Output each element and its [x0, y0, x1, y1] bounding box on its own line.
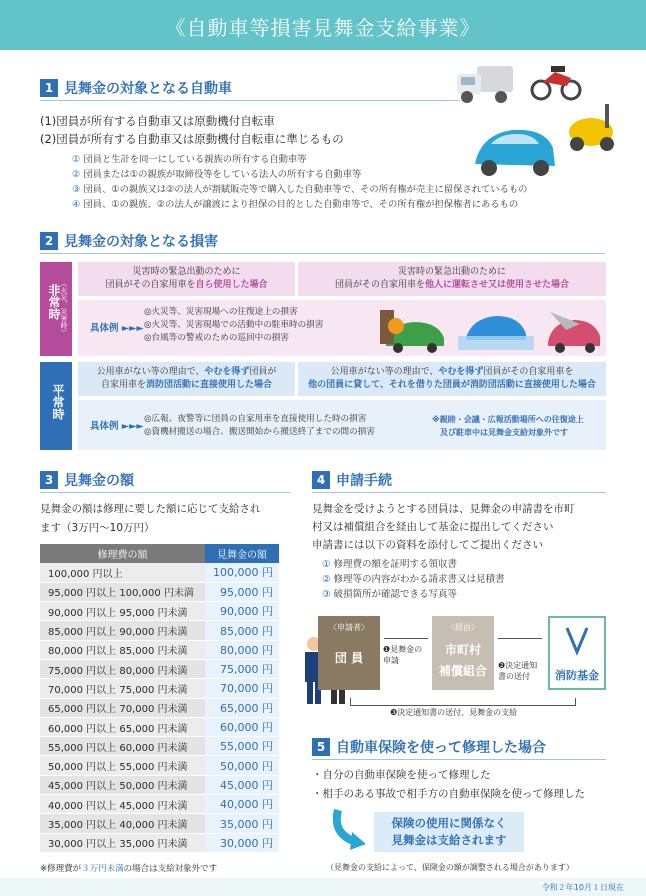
repair-cost-cell: 75,000 円以上 80,000 円未満 [40, 659, 205, 678]
sec5-heading [312, 737, 546, 757]
payment-amount-cell: 75,000 円 [205, 659, 279, 678]
table-row [40, 582, 279, 601]
wrecked-car-icon [548, 312, 600, 353]
sub-item: ④ 団員、①の親族、②の法人が譲渡により担保の目的とした自動車等で、その所有権が担保権者にあるもの [72, 199, 519, 210]
table-row [40, 814, 279, 833]
repair-cost-cell: 30,000 円以上 35,000 円未満 [40, 833, 205, 852]
via-box: 〈経由〉 市町村 補償組合 [432, 616, 494, 690]
page-title: 《自動車等損害見舞金支給事業》 [165, 16, 481, 40]
sec5-underline [312, 759, 606, 760]
table-row [40, 563, 279, 582]
sec1-underline [40, 100, 460, 101]
normal-box-self: 公用車がない等の理由で、やむを得ず団員が 自家用車を消防団活動に直接使用した場合 [78, 362, 295, 396]
table-row [40, 717, 279, 736]
emergency-box-others: 災害時の緊急出動のために 団員がその自家用車を他人に運転させ又は使用させた場合 [298, 262, 606, 296]
sec3-number: 3 [40, 471, 58, 489]
normal-example-label: 具体例 ►►► [90, 421, 144, 432]
sec3-title: 見舞金の額 [64, 473, 134, 489]
fund-logo-icon [565, 626, 589, 656]
repair-cost-cell: 100,000 円以上 [40, 563, 205, 582]
payment-amount-cell: 30,000 円 [205, 833, 279, 852]
table-row [40, 833, 279, 852]
repair-cost-cell: 60,000 円以上 65,000 円未満 [40, 717, 205, 736]
normal-box-lend: 公用車がない等の理由で、やむを得ず団員がその自家用車を 他の団員に貸して、それを借りた団員が消防団活動に直接使用した場合 [298, 362, 606, 396]
flooded-car-icon [458, 316, 534, 350]
payment-amount-cell: 45,000 円 [205, 775, 279, 794]
repair-cost-cell: 55,000 円以上 60,000 円未満 [40, 737, 205, 756]
damage-illustrations [380, 302, 602, 354]
sec2-heading [40, 231, 218, 251]
repair-cost-cell: 80,000 円以上 85,000 円未満 [40, 640, 205, 659]
table-row [40, 659, 279, 678]
table-row [40, 737, 279, 756]
repair-cost-cell: 70,000 円以上 75,000 円未満 [40, 679, 205, 698]
truck-icon [457, 66, 513, 103]
doc-item: ③ 破損箇所が確認できる写真等 [322, 589, 458, 600]
sec3-underline [40, 492, 290, 493]
footer-date: 令和２年10月１日現在 [541, 883, 624, 892]
sub-item: ① 団員と生計を同一にしている親族の所有する自動車等 [72, 154, 307, 165]
sec2-underline [40, 253, 605, 254]
sec1-title: 見舞金の対象となる自動車 [64, 81, 232, 97]
flow-arrow-1 [384, 638, 428, 639]
sec5-items: ・自分の自動車保険を使って修理した ・相手のある事故で相手方の自動車保険を使って修理した [312, 769, 585, 800]
crashed-car-icon [380, 310, 444, 353]
cta-box: 保険の使用に関係なく 見舞金は支給されます [374, 812, 524, 852]
example-item: ◎火災等、災害現場での活動中の駐車時の損害 [144, 320, 324, 330]
sec1-item-1: (1)団員が所有する自動車又は原動機付自転車 [40, 114, 275, 128]
example-item: ◎台風等の警戒のための巡回中の損害 [144, 333, 289, 343]
payment-amount-cell: 50,000 円 [205, 756, 279, 775]
flow-step3: ❸決定通知書の送付、見舞金の支給 [390, 708, 518, 717]
table-row [40, 621, 279, 640]
car-icon [475, 130, 555, 176]
table-row [40, 795, 279, 814]
sec2-number: 2 [40, 232, 58, 250]
sec5-note: （見舞金の支給によって、保険金の額が調整される場合があります） [326, 863, 574, 872]
example-item: ◎火災等、災害現場への往復途上の損害 [144, 307, 298, 317]
col-payment: 見舞金の額 [205, 544, 279, 563]
col-repair-cost: 修理費の額 [40, 544, 205, 563]
emergency-box-self: 災害時の緊急出動のために 団員がその自家用車を自ら使用した場合 [78, 262, 295, 296]
sec5-title: 自動車保険を使って修理した場合 [336, 740, 546, 756]
table-row [40, 640, 279, 659]
curved-arrow-icon [330, 808, 370, 852]
emergency-examples [144, 306, 323, 345]
repair-cost-cell: 50,000 円以上 55,000 円未満 [40, 756, 205, 775]
emergency-sublabel: （火災、災害時） [60, 280, 68, 336]
payment-amount-cell: 100,000 円 [205, 563, 279, 582]
emergency-example-label: 具体例 ►►► [90, 323, 144, 334]
sec4-title: 申請手続 [336, 473, 392, 489]
amount-table [40, 544, 279, 853]
repair-cost-cell: 35,000 円以上 40,000 円未満 [40, 814, 205, 833]
sec4-heading [312, 470, 392, 490]
normal-label-box [40, 362, 72, 450]
flow-step2: ❷決定通知書の送付 [498, 661, 538, 681]
flow-return-line [350, 698, 576, 706]
emergency-label: 非常時 [47, 284, 61, 320]
sec1-item-2: (2)団員が所有する自動車又は原動機付自転車に準じるもの [40, 132, 344, 146]
scooter-icon [569, 104, 614, 151]
sec4-number: 4 [312, 471, 330, 489]
payment-amount-cell: 95,000 円 [205, 582, 279, 601]
repair-cost-cell: 85,000 円以上 90,000 円未満 [40, 621, 205, 640]
payment-amount-cell: 85,000 円 [205, 621, 279, 640]
sec4-docs [322, 557, 505, 602]
example-item: ◎資機材搬送の場合、搬送開始から搬送終了までの間の損害 [144, 427, 375, 437]
motorcycle-icon [532, 66, 580, 99]
sec3-footnote: ※修理費が３万円未満の場合は支給対象外です [40, 864, 218, 874]
payment-amount-cell: 55,000 円 [205, 737, 279, 756]
emergency-label-box [40, 262, 72, 356]
title-banner [0, 0, 646, 50]
sec1-items [40, 112, 344, 148]
repair-cost-cell: 40,000 円以上 45,000 円未満 [40, 795, 205, 814]
payment-amount-cell: 70,000 円 [205, 679, 279, 698]
payment-amount-cell: 40,000 円 [205, 795, 279, 814]
payment-amount-cell: 35,000 円 [205, 814, 279, 833]
table-row [40, 602, 279, 621]
table-row [40, 756, 279, 775]
repair-cost-cell: 90,000 円以上 95,000 円未満 [40, 602, 205, 621]
sec3-heading [40, 470, 134, 490]
sub-item: ② 団員または①の親族が取締役等をしている法人の所有する自動車等 [72, 169, 362, 180]
repair-cost-cell: 45,000 円以上 50,000 円未満 [40, 775, 205, 794]
sub-item: ③ 団員、①の親族又は②の法人が割賦販売等で購入した自動車等で、その所有権が売主に留保されているもの [72, 184, 528, 195]
repair-cost-cell: 95,000 円以上 100,000 円未満 [40, 582, 205, 601]
sec5-number: 5 [312, 738, 330, 756]
doc-item: ① 修理費の額を証明する領収書 [322, 559, 458, 570]
table-row [40, 775, 279, 794]
fund-box: 消防基金 [548, 616, 606, 690]
vehicles-illustration [455, 52, 645, 182]
sec1-heading [40, 78, 232, 98]
sec4-underline [312, 492, 606, 493]
normal-examples [144, 413, 375, 439]
repair-cost-cell: 65,000 円以上 70,000 円未満 [40, 698, 205, 717]
normal-label: 平常時 [51, 384, 65, 420]
payment-amount-cell: 65,000 円 [205, 698, 279, 717]
applicant-box: 〈申請者〉 団 員 [318, 616, 380, 690]
table-row [40, 698, 279, 717]
payment-amount-cell: 90,000 円 [205, 602, 279, 621]
sec4-description: 見舞金を受けようとする団員は、見舞金の申請書を市町 村又は補償組合を経由して基金に提出してください 申請書には以下の資料を添付してご提出ください [312, 503, 575, 551]
normal-note: ※親睦・会議・広報活動場所への往復途上 及び駐車中は見舞金支給対象外です [432, 415, 584, 437]
flow-arrow-2 [498, 638, 542, 639]
sec1-number: 1 [40, 79, 58, 97]
payment-amount-cell: 60,000 円 [205, 717, 279, 736]
sec2-title: 見舞金の対象となる損害 [64, 234, 218, 250]
flow-step1: ❶見舞金の申請 [383, 645, 423, 665]
doc-item: ② 修理等の内容がわかる請求書又は見積書 [322, 574, 505, 585]
payment-amount-cell: 80,000 円 [205, 640, 279, 659]
table-row [40, 679, 279, 698]
example-item: ◎広報、夜警等に団員の自家用車を直接使用した時の損害 [144, 414, 367, 424]
sec3-description: 見舞金の額は修理に要した額に応じて支給され ます（3万円〜10万円） [40, 503, 261, 534]
